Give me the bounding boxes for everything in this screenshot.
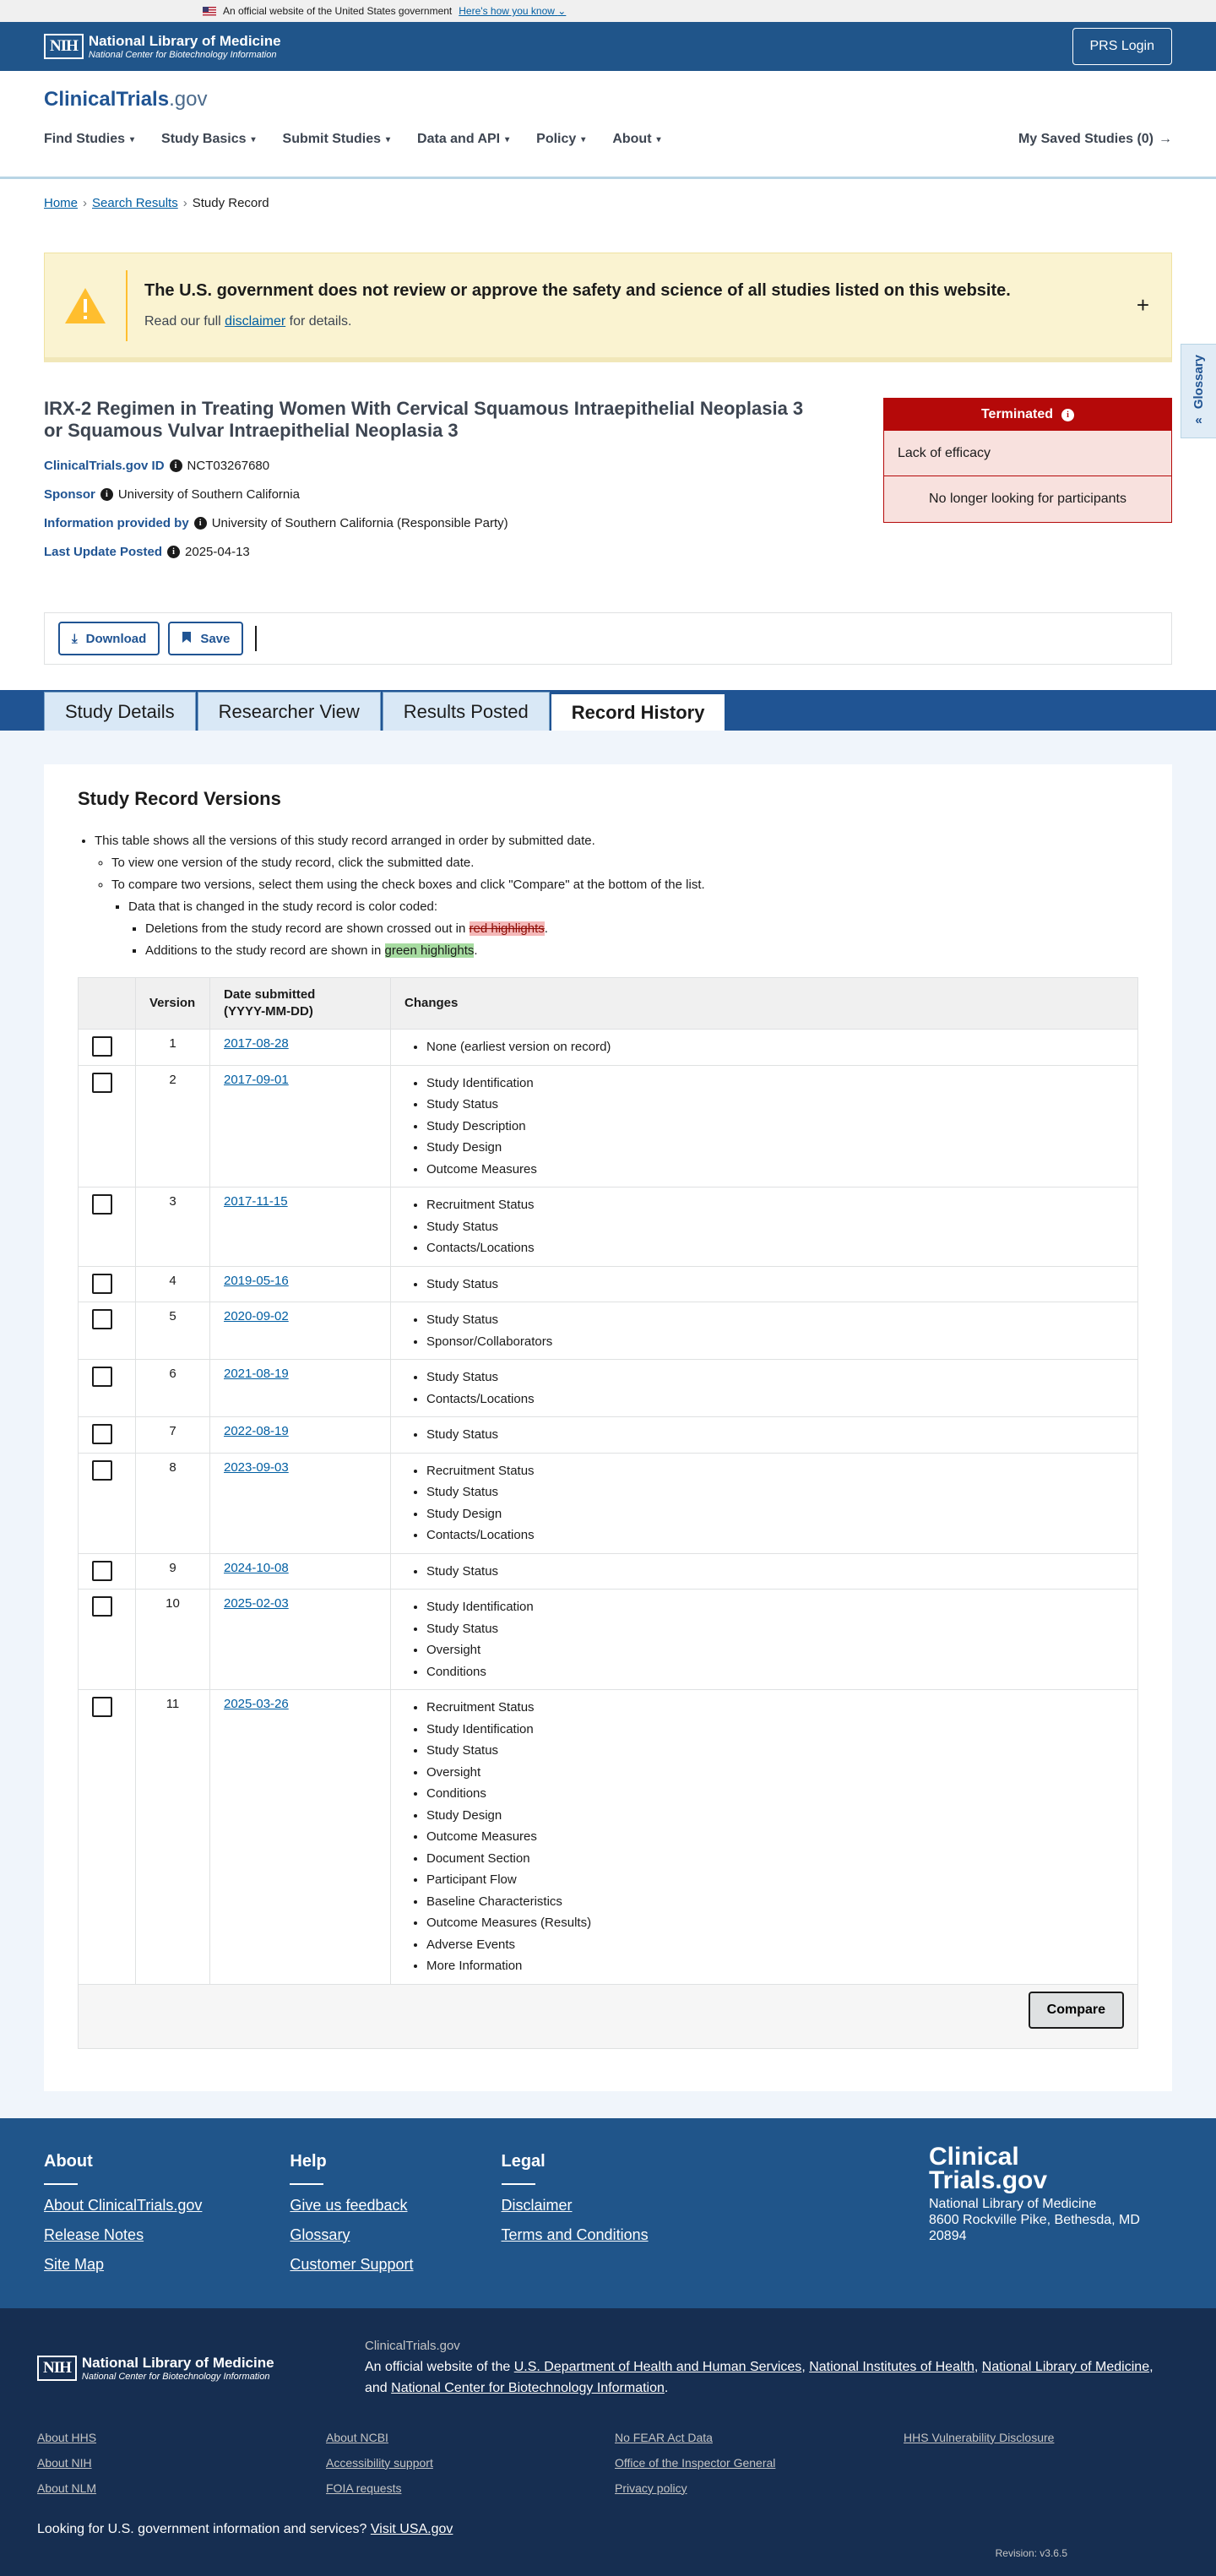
- footer-secondary: [0, 2308, 1216, 2576]
- nav-study-basics[interactable]: Study Basics ▾: [161, 132, 256, 146]
- table-row: [79, 1690, 1138, 1985]
- breadcrumb-search-results[interactable]: Search Results: [92, 196, 178, 210]
- version-date-link[interactable]: 2019-05-16: [224, 1273, 289, 1288]
- change-item: • Study Identification: [426, 1073, 1124, 1095]
- version-date-link[interactable]: 2022-08-19: [224, 1424, 289, 1438]
- version-checkbox[interactable]: [92, 1309, 112, 1329]
- red-highlight-sample: red highlights: [469, 921, 545, 936]
- study-id: NCT03267680: [187, 459, 270, 473]
- download-icon: ⤓: [72, 631, 78, 646]
- info-icon[interactable]: i: [167, 546, 180, 558]
- record-history-card: [44, 764, 1172, 2091]
- footer-address: National Library of Medicine: [929, 2196, 1097, 2211]
- compare-button[interactable]: Compare: [1029, 1992, 1124, 2029]
- gov-banner: [0, 0, 1216, 22]
- tabs-bar: [0, 690, 1216, 731]
- nlm-logo[interactable]: [37, 2339, 324, 2399]
- nih-sub-name: National Center for Biotechnology Information: [88, 50, 277, 60]
- info-icon[interactable]: i: [100, 488, 113, 501]
- table-row: [79, 1302, 1138, 1360]
- change-item: • Study Description: [426, 1116, 1124, 1138]
- select-cell: [79, 1030, 136, 1066]
- nih-org-name: National Library of Medicine: [88, 33, 281, 49]
- footer-link[interactable]: Give us feedback: [290, 2196, 408, 2214]
- instruction-item: • This table shows all the versions of this study record arranged in order by submitted date.: [95, 834, 1138, 848]
- recruiting-status: No longer looking for participants: [884, 476, 1171, 522]
- footer-site-name: ClinicalTrials.gov: [365, 2338, 460, 2353]
- footer-address: 8600 Rockville Pike, Bethesda, MD: [929, 2212, 1140, 2227]
- instruction-item: ◦ To view one version of the study record, click the submitted date.: [111, 856, 1138, 870]
- download-button[interactable]: ⤓ Download: [58, 622, 160, 655]
- date-cell: [210, 1553, 391, 1590]
- sponsor-label: Sponsor: [44, 487, 95, 502]
- nih-logo-box: NIH: [44, 34, 84, 59]
- us-flag-icon: [203, 7, 216, 16]
- date-cell: [210, 1690, 391, 1985]
- change-item: • Document Section: [426, 1848, 1124, 1870]
- version-checkbox[interactable]: [92, 1036, 112, 1057]
- action-bar: [44, 612, 1172, 665]
- changes-cell: [391, 1590, 1138, 1690]
- chevron-right-icon: ›: [182, 196, 187, 210]
- version-number: 11: [136, 1690, 210, 1985]
- version-number: 3: [136, 1187, 210, 1267]
- change-item: • Oversight: [426, 1639, 1124, 1661]
- content-area: [0, 179, 1216, 690]
- table-row: [79, 1187, 1138, 1267]
- header-date: Date submitted (YYYY-MM-DD): [210, 978, 391, 1030]
- version-date-link[interactable]: 2017-11-15: [224, 1194, 288, 1209]
- changes-cell: [391, 1187, 1138, 1267]
- version-number: 8: [136, 1453, 210, 1553]
- nih-logo[interactable]: [44, 33, 281, 60]
- study-title: IRX-2 Regimen in Treating Women With Cervical Squamous Intraepithelial Neoplasia 3 or Squamous Vulvar Intraepithelial Neoplasia 3: [44, 398, 804, 441]
- table-row: [79, 1590, 1138, 1690]
- usa-gov-link[interactable]: Visit USA.gov: [370, 2521, 453, 2536]
- warning-icon: [45, 270, 128, 341]
- version-date-link[interactable]: 2025-03-26: [224, 1697, 289, 1711]
- change-item: • Participant Flow: [426, 1869, 1124, 1891]
- footer-about-col: [44, 2152, 202, 2308]
- nav-find-studies[interactable]: Find Studies ▾: [44, 132, 135, 146]
- tab-results-posted[interactable]: Results Posted: [383, 692, 550, 731]
- alert-body-pre: Read our full: [144, 314, 221, 329]
- hhs-link[interactable]: U.S. Department of Health and Human Services: [513, 2359, 802, 2374]
- my-saved-studies-link[interactable]: My Saved Studies (0) →: [1018, 132, 1172, 146]
- footer-link[interactable]: No FEAR Act Data: [615, 2430, 713, 2444]
- change-item: • Study Identification: [426, 1719, 1124, 1741]
- select-cell: [79, 1187, 136, 1267]
- chevron-down-icon: ▾: [386, 134, 391, 144]
- main-nav: [44, 132, 1172, 147]
- version-checkbox[interactable]: [92, 1460, 112, 1481]
- change-item: • More Information: [426, 1955, 1124, 1977]
- changes-cell: [391, 1360, 1138, 1417]
- change-item: • Study Status: [426, 1561, 1124, 1583]
- select-cell: [79, 1065, 136, 1187]
- nih-sub-name: National Center for Biotechnology Information: [81, 2372, 270, 2382]
- status-label: Terminated: [980, 407, 1054, 421]
- alert-heading: The U.S. government does not review or approve the safety and science of all studies listed on this website.: [144, 281, 1011, 300]
- footer-help-col: [290, 2152, 413, 2308]
- version-date-link[interactable]: 2024-10-08: [224, 1560, 289, 1575]
- version-number: 4: [136, 1266, 210, 1302]
- footer-brand: [929, 2142, 1144, 2244]
- version-number: 1: [136, 1030, 210, 1066]
- instruction-item: ▪ Additions to the study record are shown in green highlights.: [145, 943, 1138, 958]
- nih-logo-box: NIH: [37, 2356, 77, 2381]
- version-number: 2: [136, 1065, 210, 1187]
- select-cell: [79, 1590, 136, 1690]
- footer-link[interactable]: FOIA requests: [326, 2481, 402, 2495]
- footer-legal-heading: Legal: [502, 2152, 535, 2185]
- version-checkbox[interactable]: [92, 1274, 112, 1294]
- change-item: • None (earliest version on record): [426, 1036, 1124, 1058]
- change-item: • Outcome Measures (Results): [426, 1912, 1124, 1934]
- change-item: • Outcome Measures: [426, 1159, 1124, 1181]
- table-row: [79, 1360, 1138, 1417]
- version-number: 5: [136, 1302, 210, 1360]
- breadcrumb: [44, 196, 1172, 210]
- footer-help-heading: Help: [290, 2152, 323, 2185]
- nih-link[interactable]: National Institutes of Health: [809, 2359, 974, 2374]
- footer-link[interactable]: About HHS: [37, 2430, 97, 2444]
- history-instructions: [78, 834, 1138, 958]
- table-row: [79, 1030, 1138, 1066]
- footer-link[interactable]: About ClinicalTrials.gov: [44, 2196, 203, 2214]
- chevron-down-icon: ▾: [130, 134, 135, 144]
- date-cell: [210, 1187, 391, 1267]
- changes-cell: [391, 1453, 1138, 1553]
- version-checkbox[interactable]: [92, 1367, 112, 1387]
- version-date-link[interactable]: 2020-09-02: [224, 1309, 289, 1323]
- official-website-text: An official website of the U.S. Department of Health and Human Services, National Institutes of Health, National Library of Medicine, and National Center for Biotechnology Information.: [365, 2359, 1154, 2395]
- change-item: • Recruitment Status: [426, 1460, 1124, 1482]
- version-number: 10: [136, 1590, 210, 1690]
- disclaimer-link[interactable]: disclaimer: [225, 314, 286, 329]
- change-item: • Conditions: [426, 1661, 1124, 1683]
- tab-study-details[interactable]: Study Details: [44, 692, 196, 731]
- nlm-link[interactable]: National Library of Medicine: [981, 2359, 1150, 2374]
- green-highlight-sample: green highlights: [384, 943, 475, 958]
- header-select: [79, 978, 136, 1030]
- versions-table: [78, 977, 1138, 2049]
- footer-link[interactable]: Customer Support: [290, 2255, 414, 2273]
- changes-cell: [391, 1690, 1138, 1985]
- status-reason: Lack of efficacy: [884, 431, 1171, 476]
- provided-by-label: Information provided by: [44, 516, 189, 530]
- nih-bar: [0, 22, 1216, 71]
- change-item: • Conditions: [426, 1783, 1124, 1805]
- nih-org-name: National Library of Medicine: [81, 2355, 274, 2371]
- info-icon[interactable]: i: [194, 517, 207, 530]
- header-version: Version: [136, 978, 210, 1030]
- footer-address: 20894: [929, 2228, 967, 2243]
- change-item: • Contacts/Locations: [426, 1524, 1124, 1546]
- change-item: • Recruitment Status: [426, 1194, 1124, 1216]
- prs-login-button[interactable]: PRS Login: [1072, 28, 1173, 65]
- revision-text: Revision: v3.6.5: [995, 2546, 1067, 2559]
- table-footer: [79, 1984, 1138, 2048]
- date-cell: [210, 1302, 391, 1360]
- provided-by-value: University of Southern California (Responsible Party): [211, 516, 508, 530]
- footer-about-heading: About: [44, 2152, 78, 2185]
- version-number: 6: [136, 1360, 210, 1417]
- version-date-link[interactable]: 2017-09-01: [224, 1072, 289, 1087]
- changes-cell: [391, 1417, 1138, 1454]
- last-update-value: 2025-04-13: [185, 545, 250, 559]
- footer-links-grid: [37, 2431, 1179, 2495]
- date-cell: [210, 1360, 391, 1417]
- date-cell: [210, 1590, 391, 1690]
- version-date-link[interactable]: 2023-09-03: [224, 1459, 289, 1475]
- change-item: • Study Status: [426, 1740, 1124, 1762]
- footer-main: [0, 2118, 1216, 2308]
- changes-cell: [391, 1266, 1138, 1302]
- double-chevron-left-icon: «: [1195, 413, 1202, 427]
- last-update-label: Last Update Posted: [44, 545, 163, 559]
- changes-cell: [391, 1030, 1138, 1066]
- bookmark-icon: [182, 631, 192, 647]
- select-cell: [79, 1266, 136, 1302]
- expand-plus-icon[interactable]: +: [1136, 292, 1149, 318]
- select-cell: [79, 1690, 136, 1985]
- change-item: • Study Status: [426, 1367, 1124, 1389]
- version-checkbox[interactable]: [92, 1073, 112, 1093]
- table-row: [79, 1065, 1138, 1187]
- version-date-link[interactable]: 2021-08-19: [224, 1367, 289, 1381]
- save-button[interactable]: Save: [168, 622, 243, 655]
- nav-data-and-api[interactable]: Data and API ▾: [417, 132, 510, 146]
- disclaimer-alert: [44, 253, 1172, 362]
- select-cell: [79, 1302, 136, 1360]
- select-cell: [79, 1553, 136, 1590]
- change-item: • Study Status: [426, 1481, 1124, 1503]
- history-heading: Study Record Versions: [78, 788, 281, 809]
- select-cell: [79, 1453, 136, 1553]
- changes-cell: [391, 1553, 1138, 1590]
- changes-cell: [391, 1302, 1138, 1360]
- footer-link[interactable]: About NCBI: [326, 2430, 388, 2444]
- version-checkbox[interactable]: [92, 1424, 112, 1444]
- site-header: [0, 71, 1216, 179]
- version-checkbox[interactable]: [92, 1194, 112, 1215]
- change-item: • Oversight: [426, 1762, 1124, 1784]
- date-cell: [210, 1266, 391, 1302]
- change-item: • Adverse Events: [426, 1934, 1124, 1956]
- footer-logo[interactable]: Clinical Trials.gov: [929, 2142, 1048, 2194]
- nav-about[interactable]: About ▾: [612, 132, 661, 146]
- glossary-tab[interactable]: [1181, 344, 1216, 438]
- chevron-down-icon: ▾: [581, 134, 586, 144]
- breadcrumb-current: Study Record: [192, 196, 269, 210]
- status-box: [883, 398, 1172, 523]
- alert-body-post: for details.: [289, 314, 352, 329]
- change-item: • Contacts/Locations: [426, 1237, 1124, 1259]
- footer-link[interactable]: Disclaimer: [501, 2196, 573, 2214]
- footer-link[interactable]: Release Notes: [44, 2225, 144, 2243]
- breadcrumb-home[interactable]: Home: [44, 196, 79, 210]
- footer-link[interactable]: Site Map: [44, 2255, 105, 2273]
- chevron-right-icon: ›: [83, 196, 88, 210]
- change-item: • Contacts/Locations: [426, 1389, 1124, 1410]
- footer-link[interactable]: About NLM: [37, 2481, 97, 2495]
- chevron-down-icon: ⌄: [557, 5, 567, 17]
- version-checkbox[interactable]: [92, 1561, 112, 1581]
- change-item: • Study Design: [426, 1805, 1124, 1827]
- info-icon[interactable]: i: [1061, 409, 1074, 421]
- table-row: [79, 1266, 1138, 1302]
- select-cell: [79, 1360, 136, 1417]
- tab-record-history[interactable]: Record History: [551, 692, 725, 731]
- date-cell: [210, 1030, 391, 1066]
- chevron-down-icon: ▾: [656, 134, 661, 144]
- footer-legal-col: [502, 2152, 649, 2308]
- chevron-down-icon: ▾: [251, 134, 256, 144]
- version-checkbox[interactable]: [92, 1596, 112, 1617]
- change-item: • Study Status: [426, 1618, 1124, 1640]
- instruction-item: ◦ To compare two versions, select them using the check boxes and click "Compare" at the bottom of the list.: [111, 878, 1138, 892]
- divider: [255, 626, 257, 651]
- date-cell: [210, 1417, 391, 1454]
- change-item: • Recruitment Status: [426, 1697, 1124, 1719]
- footer-link[interactable]: Office of the Inspector General: [615, 2455, 776, 2470]
- usa-gov-text: Looking for U.S. government information and services? Visit USA.gov: [37, 2521, 453, 2536]
- date-cell: [210, 1065, 391, 1187]
- clinicaltrials-logo[interactable]: ClinicalTrials.gov: [44, 88, 208, 111]
- footer-link[interactable]: Terms and Conditions: [501, 2225, 649, 2243]
- info-icon[interactable]: i: [170, 459, 182, 472]
- change-item: • Study Design: [426, 1137, 1124, 1159]
- nav-submit-studies[interactable]: Submit Studies ▾: [282, 132, 391, 146]
- change-item: • Study Status: [426, 1274, 1124, 1296]
- ncbi-link[interactable]: National Center for Biotechnology Information: [391, 2380, 665, 2395]
- change-item: • Study Identification: [426, 1596, 1124, 1618]
- version-number: 9: [136, 1553, 210, 1590]
- heres-how-you-know-link[interactable]: Here's how you know ⌄: [459, 5, 567, 17]
- footer-link[interactable]: HHS Vulnerability Disclosure: [904, 2430, 1055, 2444]
- version-date-link[interactable]: 2025-02-03: [224, 1596, 289, 1611]
- id-label: ClinicalTrials.gov ID: [44, 459, 165, 473]
- instruction-item: ▪ Data that is changed in the study record is color coded:: [128, 899, 1138, 914]
- version-number: 7: [136, 1417, 210, 1454]
- footer-link[interactable]: Privacy policy: [615, 2481, 687, 2495]
- tab-researcher-view[interactable]: Researcher View: [198, 692, 381, 731]
- change-item: • Sponsor/Collaborators: [426, 1331, 1124, 1353]
- change-item: • Outcome Measures: [426, 1826, 1124, 1848]
- change-item: • Study Status: [426, 1216, 1124, 1238]
- date-cell: [210, 1453, 391, 1553]
- change-item: • Baseline Characteristics: [426, 1891, 1124, 1913]
- table-row: [79, 1453, 1138, 1553]
- glossary-label: Glossary: [1192, 355, 1206, 410]
- header-changes: Changes: [391, 978, 1138, 1030]
- version-checkbox[interactable]: [92, 1697, 112, 1717]
- chevron-down-icon: ▾: [505, 134, 510, 144]
- arrow-right-icon: →: [1159, 132, 1172, 146]
- version-date-link[interactable]: 2017-08-28: [224, 1036, 289, 1051]
- table-row: [79, 1553, 1138, 1590]
- instruction-item: ▪ Deletions from the study record are shown crossed out in red highlights.: [145, 921, 1138, 936]
- changes-cell: [391, 1065, 1138, 1187]
- select-cell: [79, 1417, 136, 1454]
- change-item: • Study Status: [426, 1424, 1124, 1446]
- sponsor-value: University of Southern California: [117, 487, 300, 502]
- table-header-row: [79, 978, 1138, 1030]
- change-item: • Study Status: [426, 1309, 1124, 1331]
- footer-link[interactable]: Glossary: [290, 2225, 350, 2243]
- nav-policy[interactable]: Policy ▾: [536, 132, 586, 146]
- change-item: • Study Status: [426, 1094, 1124, 1116]
- table-row: [79, 1417, 1138, 1454]
- footer-link[interactable]: Accessibility support: [326, 2455, 433, 2470]
- change-item: • Study Design: [426, 1503, 1124, 1525]
- footer-link[interactable]: About NIH: [37, 2455, 92, 2470]
- gov-banner-text: An official website of the United States government: [223, 5, 453, 17]
